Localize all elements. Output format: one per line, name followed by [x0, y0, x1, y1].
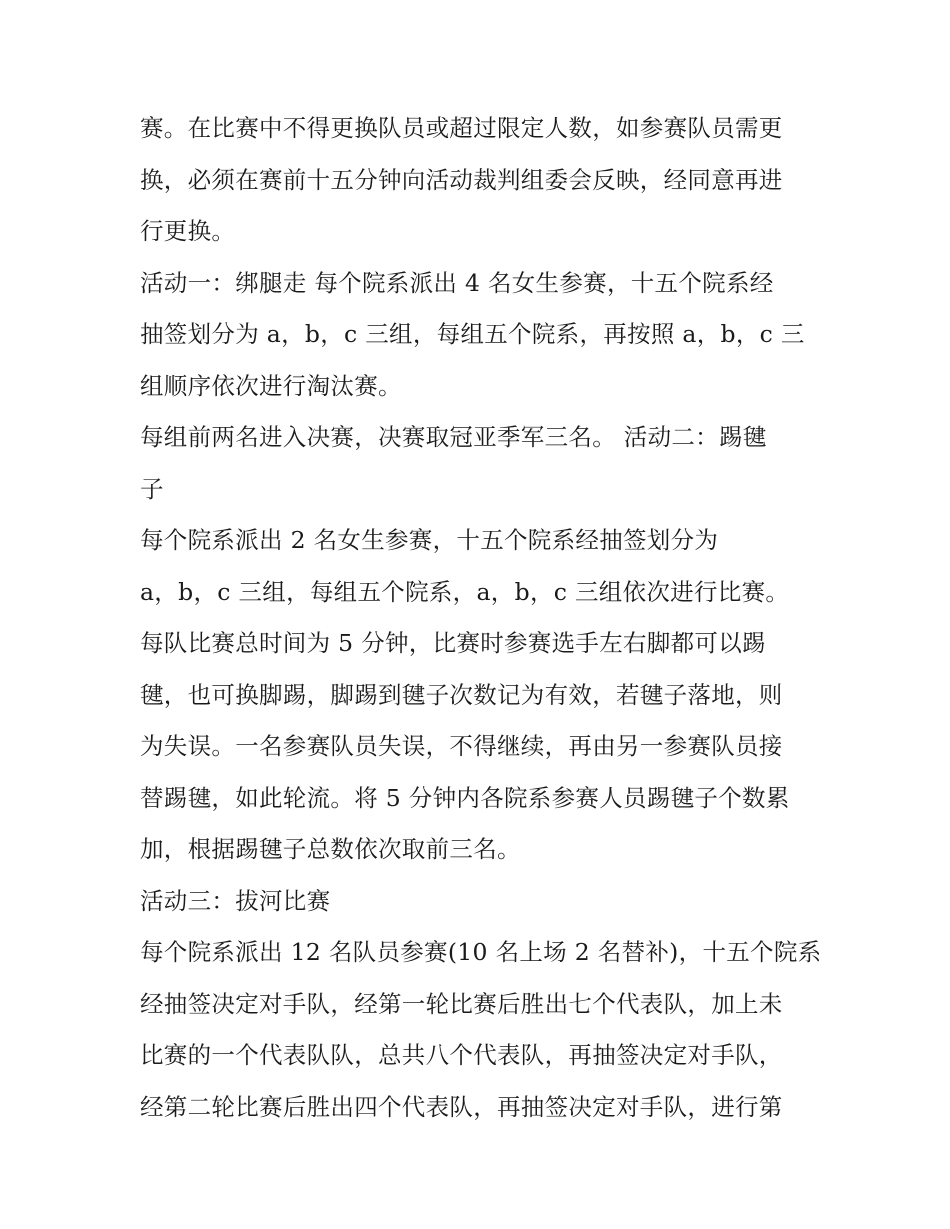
text-line: 赛。在比赛中不得更换队员或超过限定人数，如参赛队员需更: [140, 114, 783, 142]
text-line: 行更换。: [140, 217, 236, 245]
text-line: 组顺序依次进行淘汰赛。: [140, 371, 402, 400]
text-line: 换，必须在赛前十五分钟向活动裁判组委会反映，经同意再进: [140, 165, 783, 194]
text-line: 每个院系派出 12 名队员参赛(10 名上场 2 名替补)，十五个院系: [140, 938, 822, 966]
text-line: 加，根据踢毽子总数依次取前三名。: [140, 835, 521, 863]
text-line: 经抽签决定对手队，经第一轮比赛后胜出七个代表队，加上未: [140, 989, 783, 1018]
text-line: 经第二轮比赛后胜出四个代表队，再抽签决定对手队，进行第: [140, 1092, 783, 1121]
text-line: a，b，c 三组，每组五个院系，a，b，c 三组依次进行比赛。: [140, 577, 790, 606]
text-line: 抽签划分为 a，b，c 三组，每组五个院系，再按照 a，b，c 三: [140, 320, 805, 348]
text-line: 每队比赛总时间为 5 分钟，比赛时参赛选手左右脚都可以踢: [140, 629, 766, 657]
text-line: 活动三：拔河比赛: [140, 886, 331, 915]
text-line: 毽，也可换脚踢，脚踢到毽子次数记为有效，若毽子落地，则: [140, 680, 783, 709]
text-line: 每个院系派出 2 名女生参赛，十五个院系经抽签划分为: [140, 526, 719, 554]
text-line: 每组前两名进入决赛，决赛取冠亚季军三名。 活动二：踢毽: [140, 423, 767, 451]
text-line: 子: [140, 474, 164, 503]
text-line: 替踢毽，如此轮流。将 5 分钟内各院系参赛人员踢毽子个数累: [140, 783, 790, 812]
document-body: [140, 103, 820, 1133]
text-line: 为失误。一名参赛队员失误，不得继续，再由另一参赛队员接: [140, 732, 783, 760]
text-line: 比赛的一个代表队队，总共八个代表队，再抽签决定对手队，: [140, 1041, 783, 1069]
text-line: 活动一：绑腿走 每个院系派出 4 名女生参赛，十五个院系经: [140, 268, 774, 297]
